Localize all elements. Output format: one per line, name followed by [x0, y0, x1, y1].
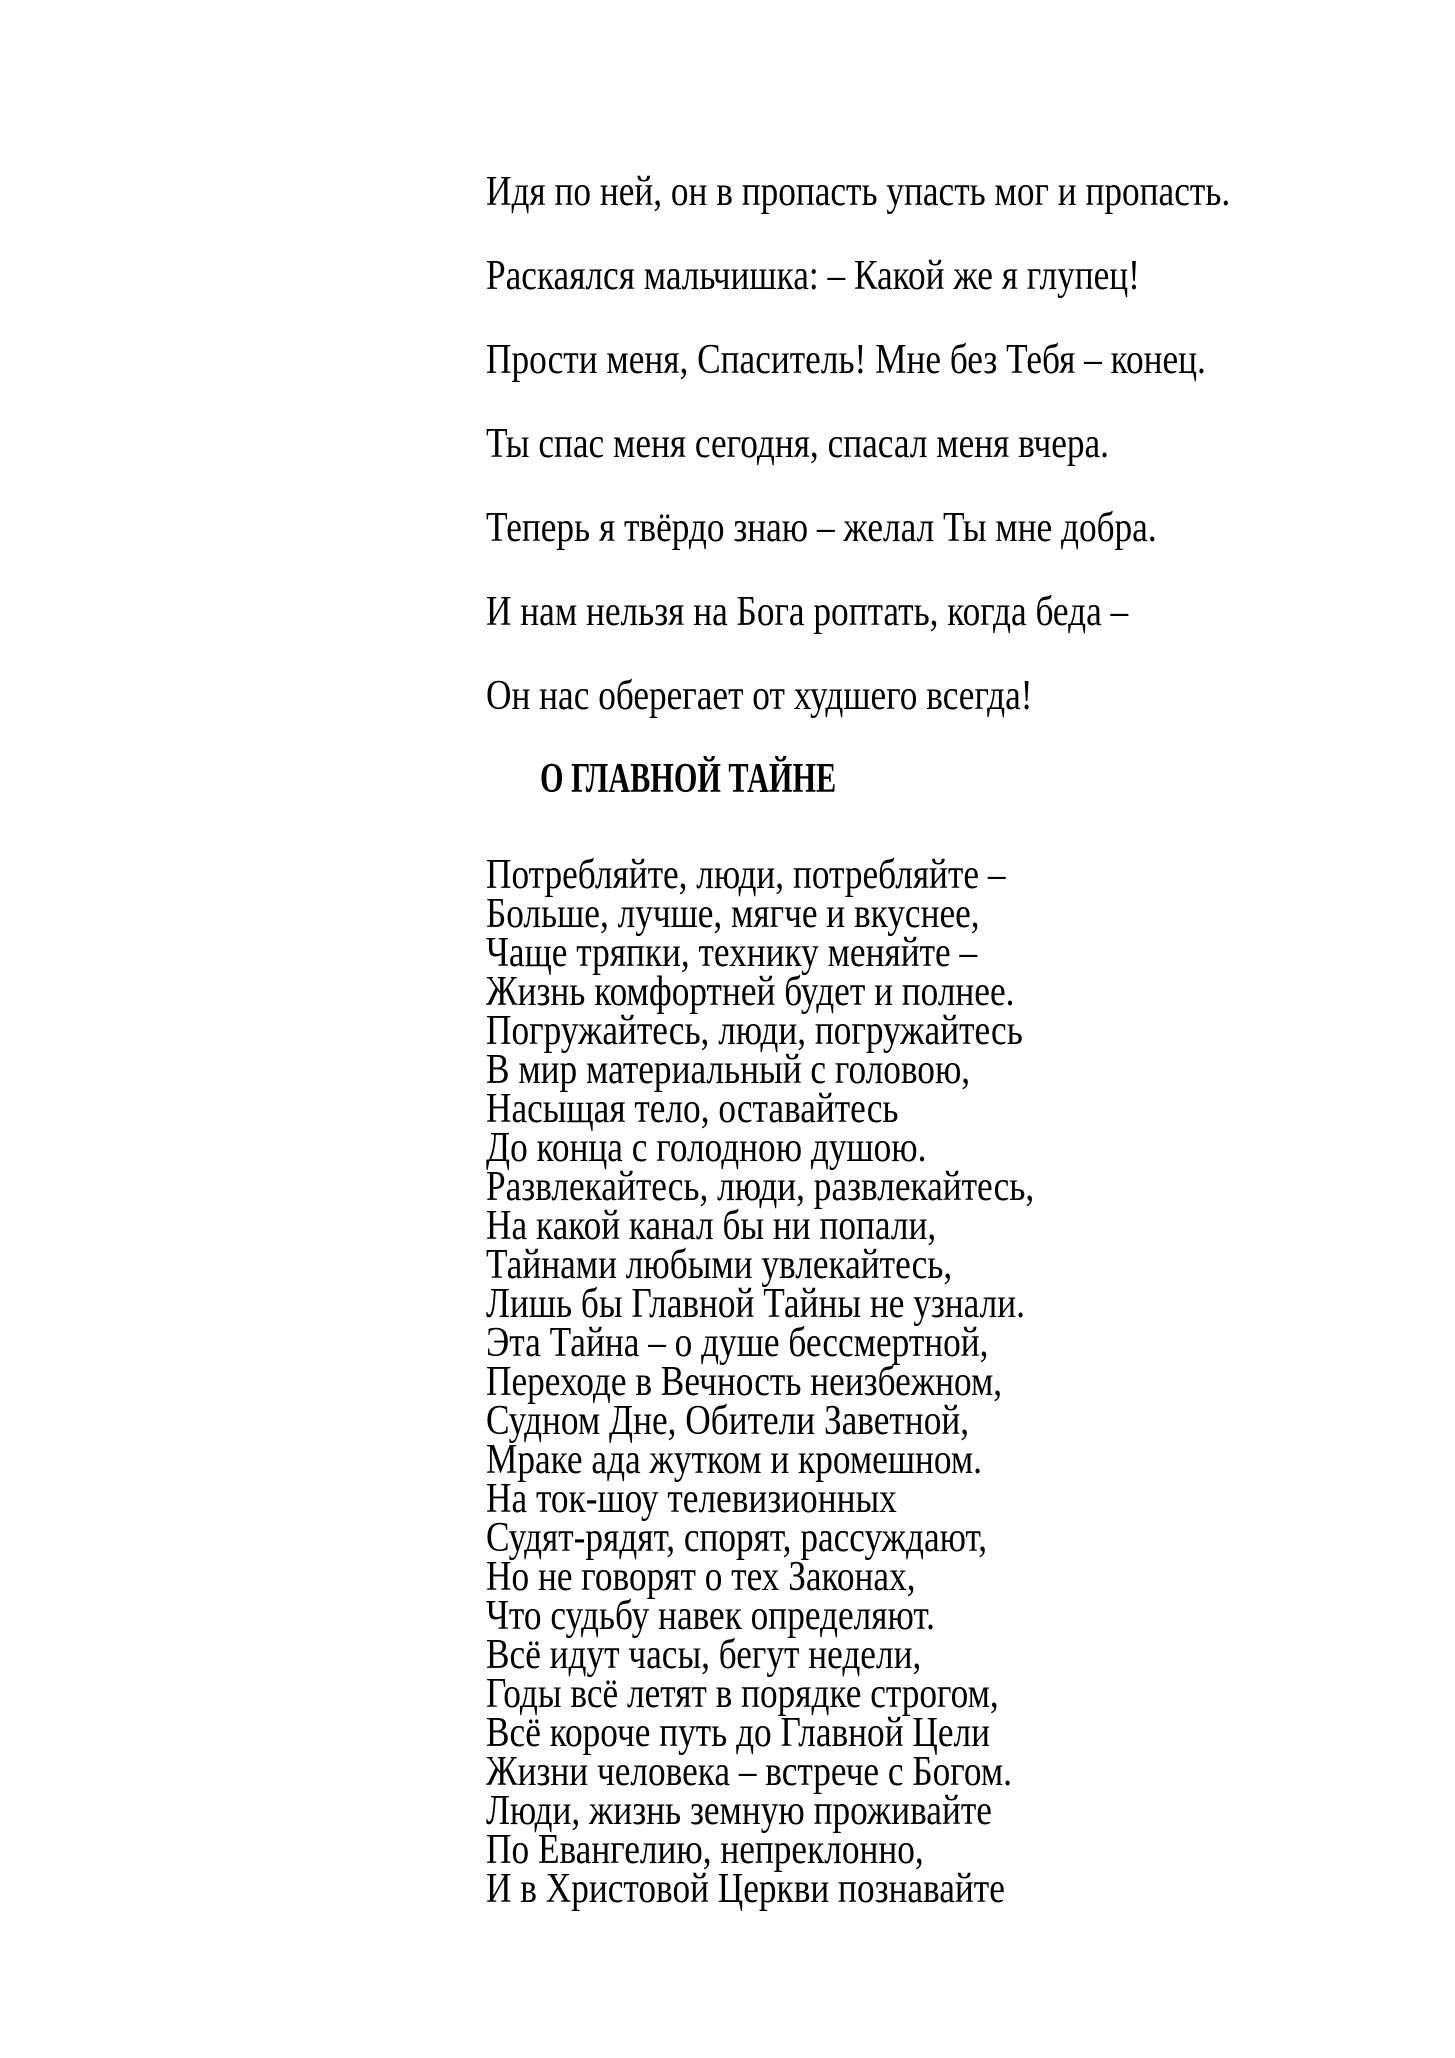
poem-line: Мраке ада жутком и кромешном. [486, 1437, 982, 1483]
poem-line: На какой канал бы ни попали, [486, 1203, 937, 1249]
poem-line: В мир материальный с головою, [486, 1047, 971, 1093]
text-column [486, 0, 1446, 1912]
poem-line: Судят-рядят, спорят, рассуждают, [486, 1515, 988, 1561]
poem-line: До конца с голодною душою. [486, 1125, 927, 1171]
poem-line: По Евангелию, непреклонно, [486, 1827, 924, 1873]
section-heading: О ГЛАВНОЙ ТАЙНЕ [540, 756, 837, 802]
poem-line: Погружайтесь, люди, погружайтесь [486, 1008, 1023, 1054]
stanza-line: Идя по ней, он в пропасть упасть мог и пропасть. [486, 169, 1231, 215]
poem-line: Люди, жизнь земную проживайте [486, 1788, 992, 1834]
stanza-line: Ты спас меня сегодня, спасал меня вчера. [486, 421, 1110, 467]
poem-line: Развлекайтесь, люди, развлекайтесь, [486, 1164, 1035, 1210]
poem-line: На ток-шоу телевизионных [486, 1476, 897, 1522]
poem-line: Всё идут часы, бегут недели, [486, 1632, 922, 1678]
poem-line: Но не говорят о тех Законах, [486, 1554, 916, 1600]
poem-line: Потребляйте, люди, потребляйте – [486, 852, 1006, 898]
poem-line: Эта Тайна – о душе бессмертной, [486, 1320, 989, 1366]
poem-line: И в Христовой Церкви познавайте [486, 1866, 1005, 1912]
poem-line: Жизнь комфортней будет и полнее. [486, 969, 1015, 1015]
poem-line: Что судьбу навек определяют. [486, 1593, 935, 1639]
poem-line: Чаще тряпки, технику меняйте – [486, 930, 978, 976]
poem-line: Больше, лучше, мягче и вкуснее, [486, 891, 980, 937]
poem-line: Насыщая тело, оставайтесь [486, 1086, 899, 1132]
poem-line: Годы всё летят в порядке строгом, [486, 1671, 999, 1717]
stanza-line: Раскаялся мальчишка: – Какой же я глупец! [486, 253, 1140, 299]
stanza-line: Теперь я твёрдо знаю – желал Ты мне добра. [486, 505, 1157, 551]
stanza-line: Он нас оберегает от худшего всегда! [486, 673, 1033, 719]
poem-section [486, 852, 1446, 1912]
poem-line: Всё короче путь до Главной Цели [486, 1710, 991, 1756]
poem-line: Тайнами любыми увлекайтесь, [486, 1242, 953, 1288]
poem-line: Жизни человека – встрече с Богом. [486, 1749, 1012, 1795]
poem-line: Лишь бы Главной Тайны не узнали. [486, 1281, 1025, 1327]
stanza-section [486, 150, 1446, 738]
poem-line: Переходе в Вечность неизбежном, [486, 1359, 1003, 1405]
stanza-line: Прости меня, Спаситель! Мне без Тебя – конец. [486, 337, 1206, 383]
stanza-line: И нам нельзя на Бога роптать, когда беда – [486, 589, 1129, 635]
poem-line: Судном Дне, Обители Заветной, [486, 1398, 970, 1444]
